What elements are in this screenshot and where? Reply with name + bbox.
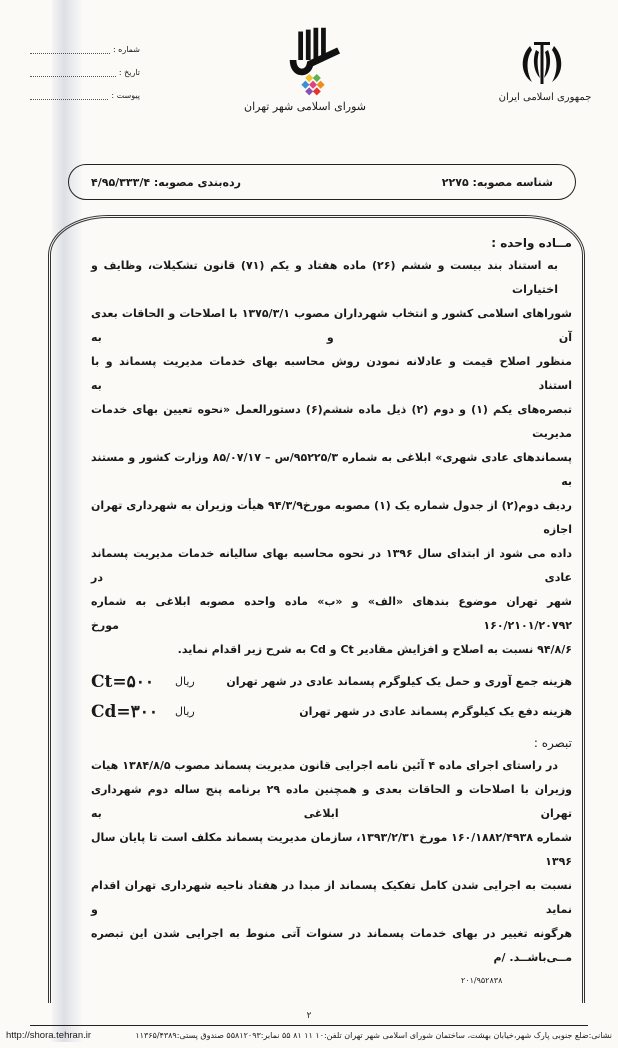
- collection-cost-row: [91, 672, 572, 692]
- document-code: ۲۰۱/۹۵۲۸۳۸: [461, 976, 503, 985]
- text-line: ردیف دوم(۲) از جدول شماره یک (۱) مصوبه مورخ۹۴/۳/۹ هیأت وزیران به شهرداری تهران اجازه: [91, 499, 573, 536]
- date-label: تاریخ :: [118, 68, 140, 77]
- text-line: پسماندهای عادی شهری» ابلاغی به شماره ۹۵۲۲۵/۳/س – ۸۵/۰۷/۱۷ وزارت کشور و مستند به: [91, 451, 572, 488]
- disposal-cost-description: هزینه دفع یک کیلوگرم پسماند عادی در شهر تهران: [299, 705, 572, 718]
- text-line: منظور اصلاح قیمت و عادلانه نمودن روش محاسبه بهای خدمات مدیریت پسماند و با استناد به: [91, 355, 572, 392]
- footer-divider: [30, 1025, 588, 1026]
- text-line: وزیران با اصلاحات و الحاقات بعدی و همچنین ماده ۲۹ برنامه پنج ساله دوم شهرداری تهران ابلاغی به: [91, 783, 573, 820]
- collection-cost-unit: ریال: [175, 675, 195, 688]
- text-line: شوراهای اسلامی کشور و انتخاب شهرداران مصوب ۱۳۷۵/۳/۱ با اصلاحات و الحاقات بعدی آن و به: [91, 307, 573, 344]
- collection-cost-description: هزینه جمع آوری و حمل یک کیلوگرم پسماند عادی در شهر تهران: [226, 675, 572, 688]
- logo-caption: شورای اسلامی شهر تهران: [244, 100, 366, 113]
- note-heading: تبصره :: [533, 736, 572, 750]
- resolution-id: شناسه مصوبه: ۲۲۷۵: [441, 175, 553, 189]
- text-line: در راستای اجرای ماده ۴ آئین نامه اجرایی قانون مدیریت پسماند مصوب ۱۳۸۴/۸/۵ هیات: [91, 759, 558, 772]
- text-line: نسبت به اجرایی شدن کامل تفکیک پسماند از مبدا در هفتاد ناحیه شهرداری تهران اقدام نماید و: [91, 879, 572, 916]
- text-line: ۹۴/۸/۶ نسبت به اصلاح و افزایش مقادیر Ct و Cd به شرح زیر اقدام نماید.: [177, 643, 572, 656]
- number-label: شماره :: [112, 45, 140, 54]
- page-number: ۲: [306, 1011, 312, 1021]
- disposal-cost-value: Cd=۳۰۰: [91, 702, 159, 722]
- footer: [6, 1030, 612, 1042]
- attachment-label: پیوست :: [111, 91, 140, 100]
- disposal-cost-row: [91, 702, 572, 722]
- text-line: شماره ۱۶۰/۱۸۸۲/۴۹۳۸ مورخ ۱۳۹۳/۲/۳۱، سازمان مدیریت پسماند مکلف است تا پایان سال ۱۳۹۶: [91, 831, 572, 868]
- emblem-caption: جمهوری اسلامی ایران: [498, 92, 592, 103]
- single-article-text: [91, 254, 572, 662]
- text-line: شهر تهران موضوع بندهای «الف» و «ب» ماده واحده مصوبه ابلاغی به شماره ۱۶۰/۲۱۰۱/۲۰۷۹۲ مورخ: [91, 595, 572, 632]
- collection-cost-value: Ct=۵۰۰: [91, 672, 155, 692]
- single-article-heading: مــاده واحده :: [491, 236, 572, 250]
- disposal-cost-unit: ریال: [175, 705, 195, 718]
- footer-address: نشانی:ضلع جنوبی پارک شهر،خیابان بهشت، ساختمان شورای اسلامی شهر تهران تلفن:۱۰ ۱۱ ۸۱ ۵۵ نمابر:۵۵۸۱۲۰۹۳ صندوق پستی:۱۱۳۶۵/۴۳۸۹: [135, 1031, 612, 1040]
- website-link[interactable]: http://shora.tehran.ir: [6, 1030, 92, 1041]
- text-line: به استناد بند بیست و ششم (۲۶) ماده هفتاد و یکم (۷۱) قانون تشکیلات، وظایف و اختیارات: [91, 259, 558, 296]
- text-line: هرگونه تغییر در بهای خدمات پسماند در سنوات آتی منوط به اجرایی شدن این تبصره مــی‌باشــد. /م: [91, 927, 572, 964]
- text-line: تبصره‌های یکم (۱) و دوم (۲) ذیل ماده ششم(۶) دستورالعمل «نحوه تعیین بهای خدمات مدیریت: [91, 403, 572, 440]
- resolution-classification: رده‌بندی مصوبه: ۴/۹۵/۳۳۳/۴: [91, 175, 241, 189]
- note-text: [91, 754, 572, 970]
- text-line: داده می شود از ابتدای سال ۱۳۹۶ در نحوه محاسبه بهای سالیانه خدمات مدیریت پسماند عادی در: [91, 547, 572, 584]
- main-content-frame: [48, 215, 585, 1003]
